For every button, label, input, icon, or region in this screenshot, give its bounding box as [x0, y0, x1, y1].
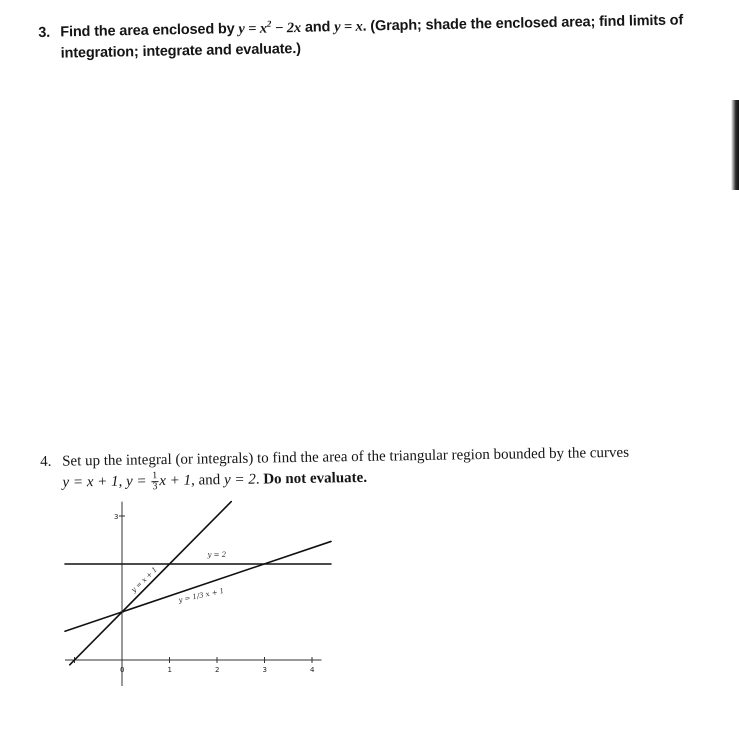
x-tick-label-4: 4 — [310, 666, 315, 674]
line-y-eq-third-x-plus-1 — [65, 541, 331, 631]
x-tick-label-2: 2 — [215, 666, 220, 674]
graph-labels — [129, 551, 227, 605]
graph-lines — [65, 502, 331, 665]
problem-3-number: 3. — [38, 24, 51, 41]
problem-3-text-a: Find the area enclosed by — [60, 20, 239, 41]
problem-4-equation-3: y = 2 — [223, 471, 256, 489]
problem-4-number: 4. — [40, 453, 52, 470]
problem-4-text-end: . — [255, 471, 264, 488]
problem-3-text-b: and — [300, 19, 335, 36]
problem-3-text-c: . (Graph; shade the enclosed area; find limits of — [362, 12, 684, 35]
label-y-eq-x-plus-1: y = x + 1 — [129, 565, 160, 595]
y-tick-label-3: 3 — [114, 513, 119, 521]
problem-3-equation-1: $y = x^2 - 2x$ — [238, 18, 302, 37]
problem-4-instruction: Do not evaluate. — [263, 469, 368, 488]
problem-3-equation-2: y = x — [333, 18, 363, 36]
x-tick-label-3: 3 — [262, 666, 267, 674]
problem-4-text: Set up the integral (or integrals) to find the area of the triangular region bounded by the curves — [62, 444, 630, 470]
problem-4-text-and: and — [194, 472, 225, 489]
label-y-eq-2: y = 2 — [207, 550, 227, 559]
problem-3-line-2: integration; integrate and evaluate.) — [60, 40, 301, 62]
problem-4-fraction: $\frac{1}{3}$ — [152, 470, 158, 493]
problem-4-equation-1: y = x + 1, y = — [62, 473, 151, 491]
problem-4-equation-2: x + 1, — [159, 472, 195, 490]
x-tick-label-1: 1 — [167, 666, 172, 674]
label-y-eq-third-x-plus-1: y = 1/3 x + 1 — [177, 586, 225, 605]
x-tick-label-0: 0 — [120, 666, 125, 674]
